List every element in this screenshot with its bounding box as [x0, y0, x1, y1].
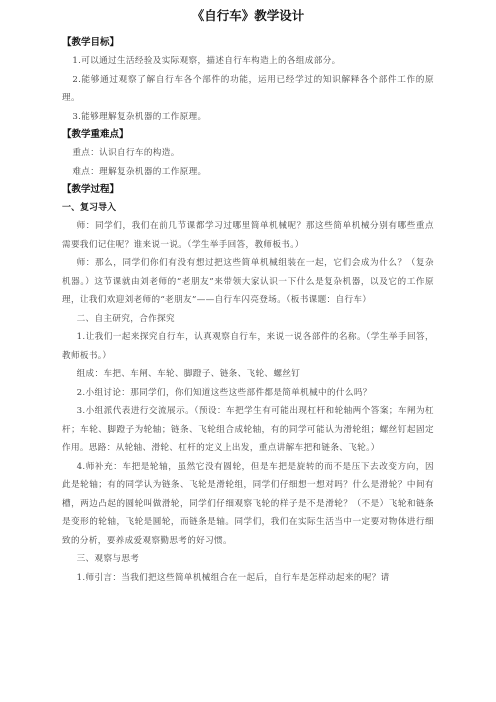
section-3-title: 三、观察与思考 [76, 554, 140, 564]
section-2-paragraph: 3.小组派代表进行交流展示。（预设：车把学生有可能出现杠杆和轮轴两个答案；车闸为杠杆；车轮、脚蹬子为轮轴；链条、飞轮组合成轮轴，有的同学可能认为滑轮组；螺丝钉起固定作用。思路：从轮轴、滑轮、杠杆的定义上出发，重点讲解车把和链条、飞轮。） [62, 406, 434, 453]
goal-item-1: 1.可以通过生活经验及实际观察，描述自行车构造上的各组成部分。 [72, 56, 341, 66]
section-1-title: 一、复习导入 [62, 203, 117, 213]
section-3-paragraph: 1.师引言：当我们把这些简单机械组合在一起后，自行车是怎样动起来的呢？请 [76, 572, 390, 583]
section-1-paragraph: 师：那么，同学们你们有没有想过把这些简单机械组装在一起，它们会成为什么？（复杂机器。）这节课就由刘老师的“老朋友”来带领大家认识一下什么是复杂机器，以及它的工作原理，让我们欢迎刘老师的“老朋友”——自行车闪亮登场。（板书课题：自行车） [62, 258, 434, 305]
goal-item-3: 3.能够理解复杂机器的工作原理。 [72, 111, 207, 122]
keypoint-focus: 重点：认识自行车的构造。 [72, 148, 180, 158]
section-2-paragraph: 2.小组讨论：那同学们，你们知道这些这些部件都是简单机械中的什么吗？ [76, 387, 372, 398]
section-2-paragraph: 组成：车把、车闸、车轮、脚蹬子、链条、飞轮、螺丝钉 [76, 369, 301, 379]
section-2-title: 二、自主研究，合作探究 [76, 313, 175, 324]
section-1-paragraph: 师：同学们，我们在前几节课都学习过哪里简单机械呢？那这些简单机械分别有哪些重点需要我们记住呢？谁来说一说。（学生举手回答，教师板书。） [62, 221, 434, 250]
document-title: 《自行车》教学设计 [191, 8, 305, 23]
goal-item-2: 2.能够通过观察了解自行车各个部件的功能，运用已经学过的知识解释各个部件工作的原理。 [62, 74, 434, 103]
keypoints-heading: 【教学重难点】 [62, 129, 129, 140]
goals-heading: 【教学目标】 [62, 37, 120, 48]
keypoint-difficulty: 难点：理解复杂机器的工作原理。 [72, 166, 207, 177]
section-2-paragraph: 4.师补充：车把是轮轴，虽然它没有圆轮，但是车把是旋转的而不是压下去改变方向，因此是轮轴；有的同学认为链条、飞轮是滑轮组，同学们仔细想一想对吗？什么是滑轮？中间有槽，两边凸起的圆轮叫做滑轮，同学们仔细观察飞轮的样子是不是滑轮？（不是）飞轮和链条是变形的轮轴，飞轮是圆轮，而链条是轴。同学们，我们在实际生活当中一定要对物体进行细致的分析，要养成爱观察勤思考的好习惯。 [62, 461, 434, 546]
section-2-paragraph: 1.让我们一起来探究自行车，认真观察自行车，来说一说各部件的名称。（学生举手回答，教师板书。） [62, 332, 434, 361]
process-heading: 【教学过程】 [62, 184, 120, 195]
